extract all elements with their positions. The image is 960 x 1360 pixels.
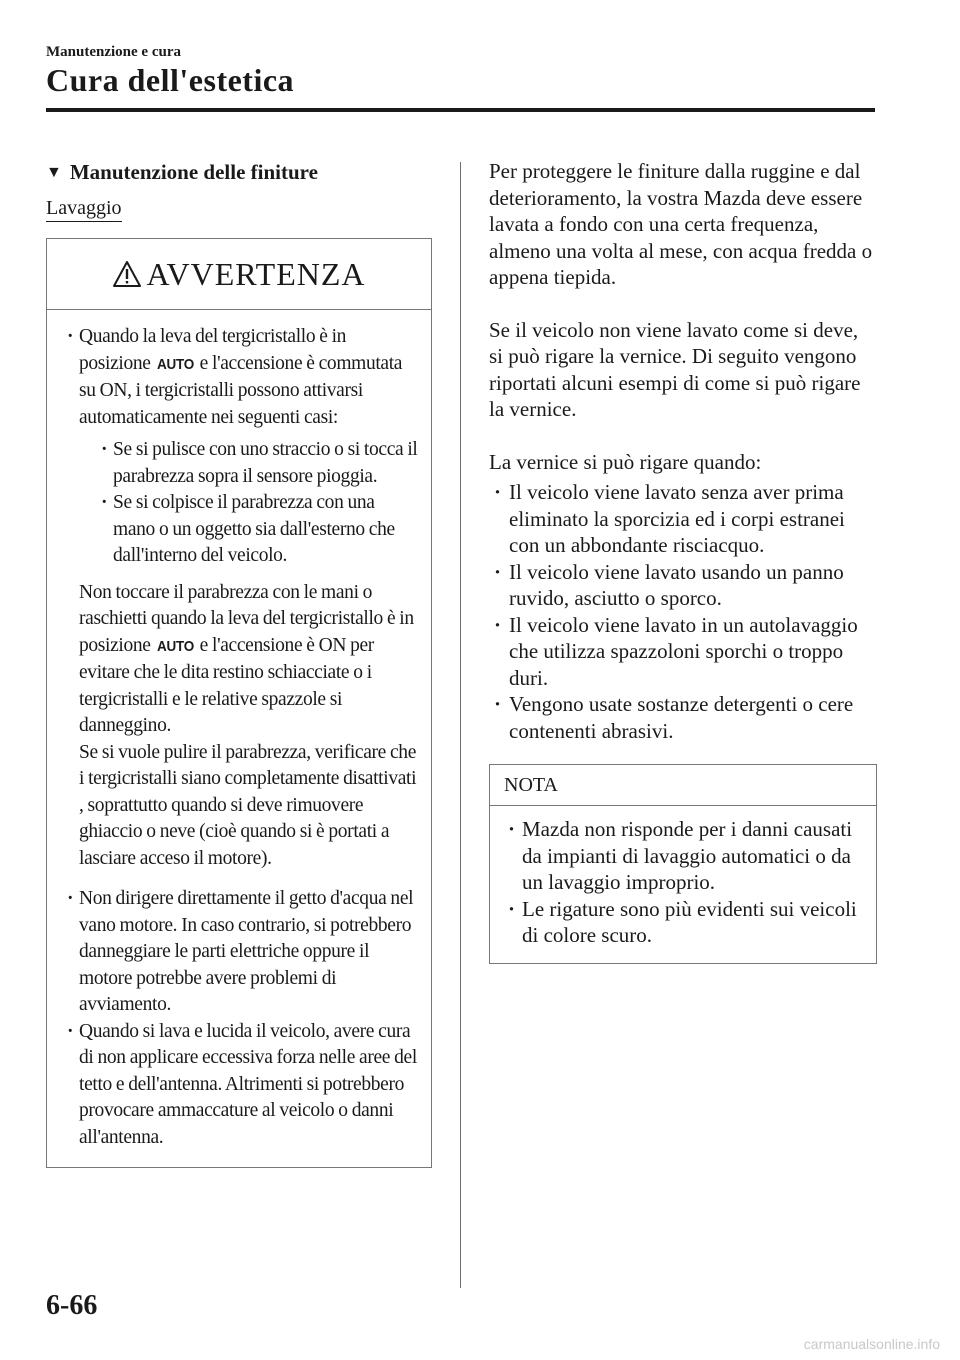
body-paragraph: La vernice si può rigare quando: xyxy=(489,449,762,474)
warning-bullet: · Quando si lava e lucida il veicolo, avere cura di non applicare eccessiva forza nelle aree del tetto e dell'antenna. Altrimenti si potrebbero provocare ammaccature al veicolo o danni all'antenna. xyxy=(67,1019,419,1152)
warning-paragraph xyxy=(79,580,419,740)
title-rule xyxy=(46,108,875,112)
body-paragraph: Per proteggere le finiture dalla ruggine e dal deterioramento, la vostra Mazda deve essere lavata a fondo con una certa frequenza, almeno una volta al mese, con acqua fredda o appena tiepida. xyxy=(489,159,873,289)
subsection-title: Manutenzione delle finiture xyxy=(69,160,318,184)
note-body xyxy=(490,806,876,963)
warning-box xyxy=(46,238,432,1168)
warning-icon xyxy=(112,260,142,288)
warning-text: e l'accensione è commutata su ON, i tergicristalli possono attivarsi automaticamente nei seguenti casi: xyxy=(79,352,403,428)
scratch-causes-list xyxy=(489,479,877,744)
warning-body xyxy=(47,310,431,1167)
subsection-heading xyxy=(46,160,432,185)
note-header: NOTA xyxy=(490,765,876,806)
warning-sub-bullet: · Se si pulisce con uno straccio o si tocca il parabrezza sopra il sensore pioggia. xyxy=(101,437,419,490)
section-label: Manutenzione e cura xyxy=(46,44,181,60)
column-divider xyxy=(460,162,461,1288)
left-column xyxy=(46,160,432,1168)
warning-title: AVVERTENZA xyxy=(146,255,366,292)
auto-keyword: AUTO xyxy=(156,355,194,373)
triangle-down-icon: ▼ xyxy=(46,163,62,181)
list-item: · Il veicolo viene lavato usando un panno ruvido, asciutto o sporco. xyxy=(489,559,877,612)
note-bullet: · Le rigature sono più evidenti sui veicoli di colore scuro. xyxy=(502,896,864,949)
topic-heading: Lavaggio xyxy=(46,197,122,222)
warning-bullet xyxy=(67,324,419,886)
right-column xyxy=(489,158,877,964)
auto-keyword: AUTO xyxy=(156,637,194,655)
watermark: carmanualsonline.info xyxy=(803,1336,940,1352)
body-paragraph: Se il veicolo non viene lavato come si deve, si può rigare la vernice. Di seguito vengono riportati alcuni esempi di come si può rigare la vernice. xyxy=(489,317,861,421)
page-number: 6-66 xyxy=(46,1290,98,1321)
note-box xyxy=(489,764,877,964)
warning-sub-bullet: · Se si colpisce il parabrezza con una mano o un oggetto sia dall'esterno che dall'interno del veicolo. xyxy=(101,490,419,570)
list-item: · Il veicolo viene lavato in un autolavaggio che utilizza spazzoloni sporchi o troppo duri. xyxy=(489,612,877,692)
page-title: Cura dell'estetica xyxy=(46,62,295,98)
list-item: · Vengono usate sostanze detergenti o cere contenenti abrasivi. xyxy=(489,691,877,744)
spacer xyxy=(79,872,419,886)
warning-text: Quando la leva del tergicristallo è in posizione xyxy=(79,326,347,374)
spacer xyxy=(489,291,877,317)
warning-text: Non toccare il parabrezza con le mani o raschietti quando la leva del tergicristallo è in posizione xyxy=(79,581,414,656)
warning-text: e l'accensione è ON per evitare che le dita restino schiacciate o i tergicristalli e le relative spazzole si danneggino. xyxy=(79,634,374,736)
list-item: · Il veicolo viene lavato senza aver prima eliminato la sporcizia ed i corpi estranei con un abbondante risciacquo. xyxy=(489,479,877,559)
warning-paragraph: Se si vuole pulire il parabrezza, verificare che i tergicristalli siano completamente disattivati , soprattutto quando si deve rimuovere ghiaccio o neve (cioè quando si è portati a lasciare acceso il motore). xyxy=(79,741,417,869)
note-bullet: · Mazda non risponde per i danni causati da impianti di lavaggio automatici o da un lavaggio improprio. xyxy=(502,816,864,896)
spacer xyxy=(489,423,877,449)
warning-header xyxy=(47,239,431,310)
warning-bullet: · Non dirigere direttamente il getto d'acqua nel vano motore. In caso contrario, si potrebbero danneggiare le parti elettriche oppure il motore potrebbe avere problemi di avviamento. xyxy=(67,886,419,1019)
